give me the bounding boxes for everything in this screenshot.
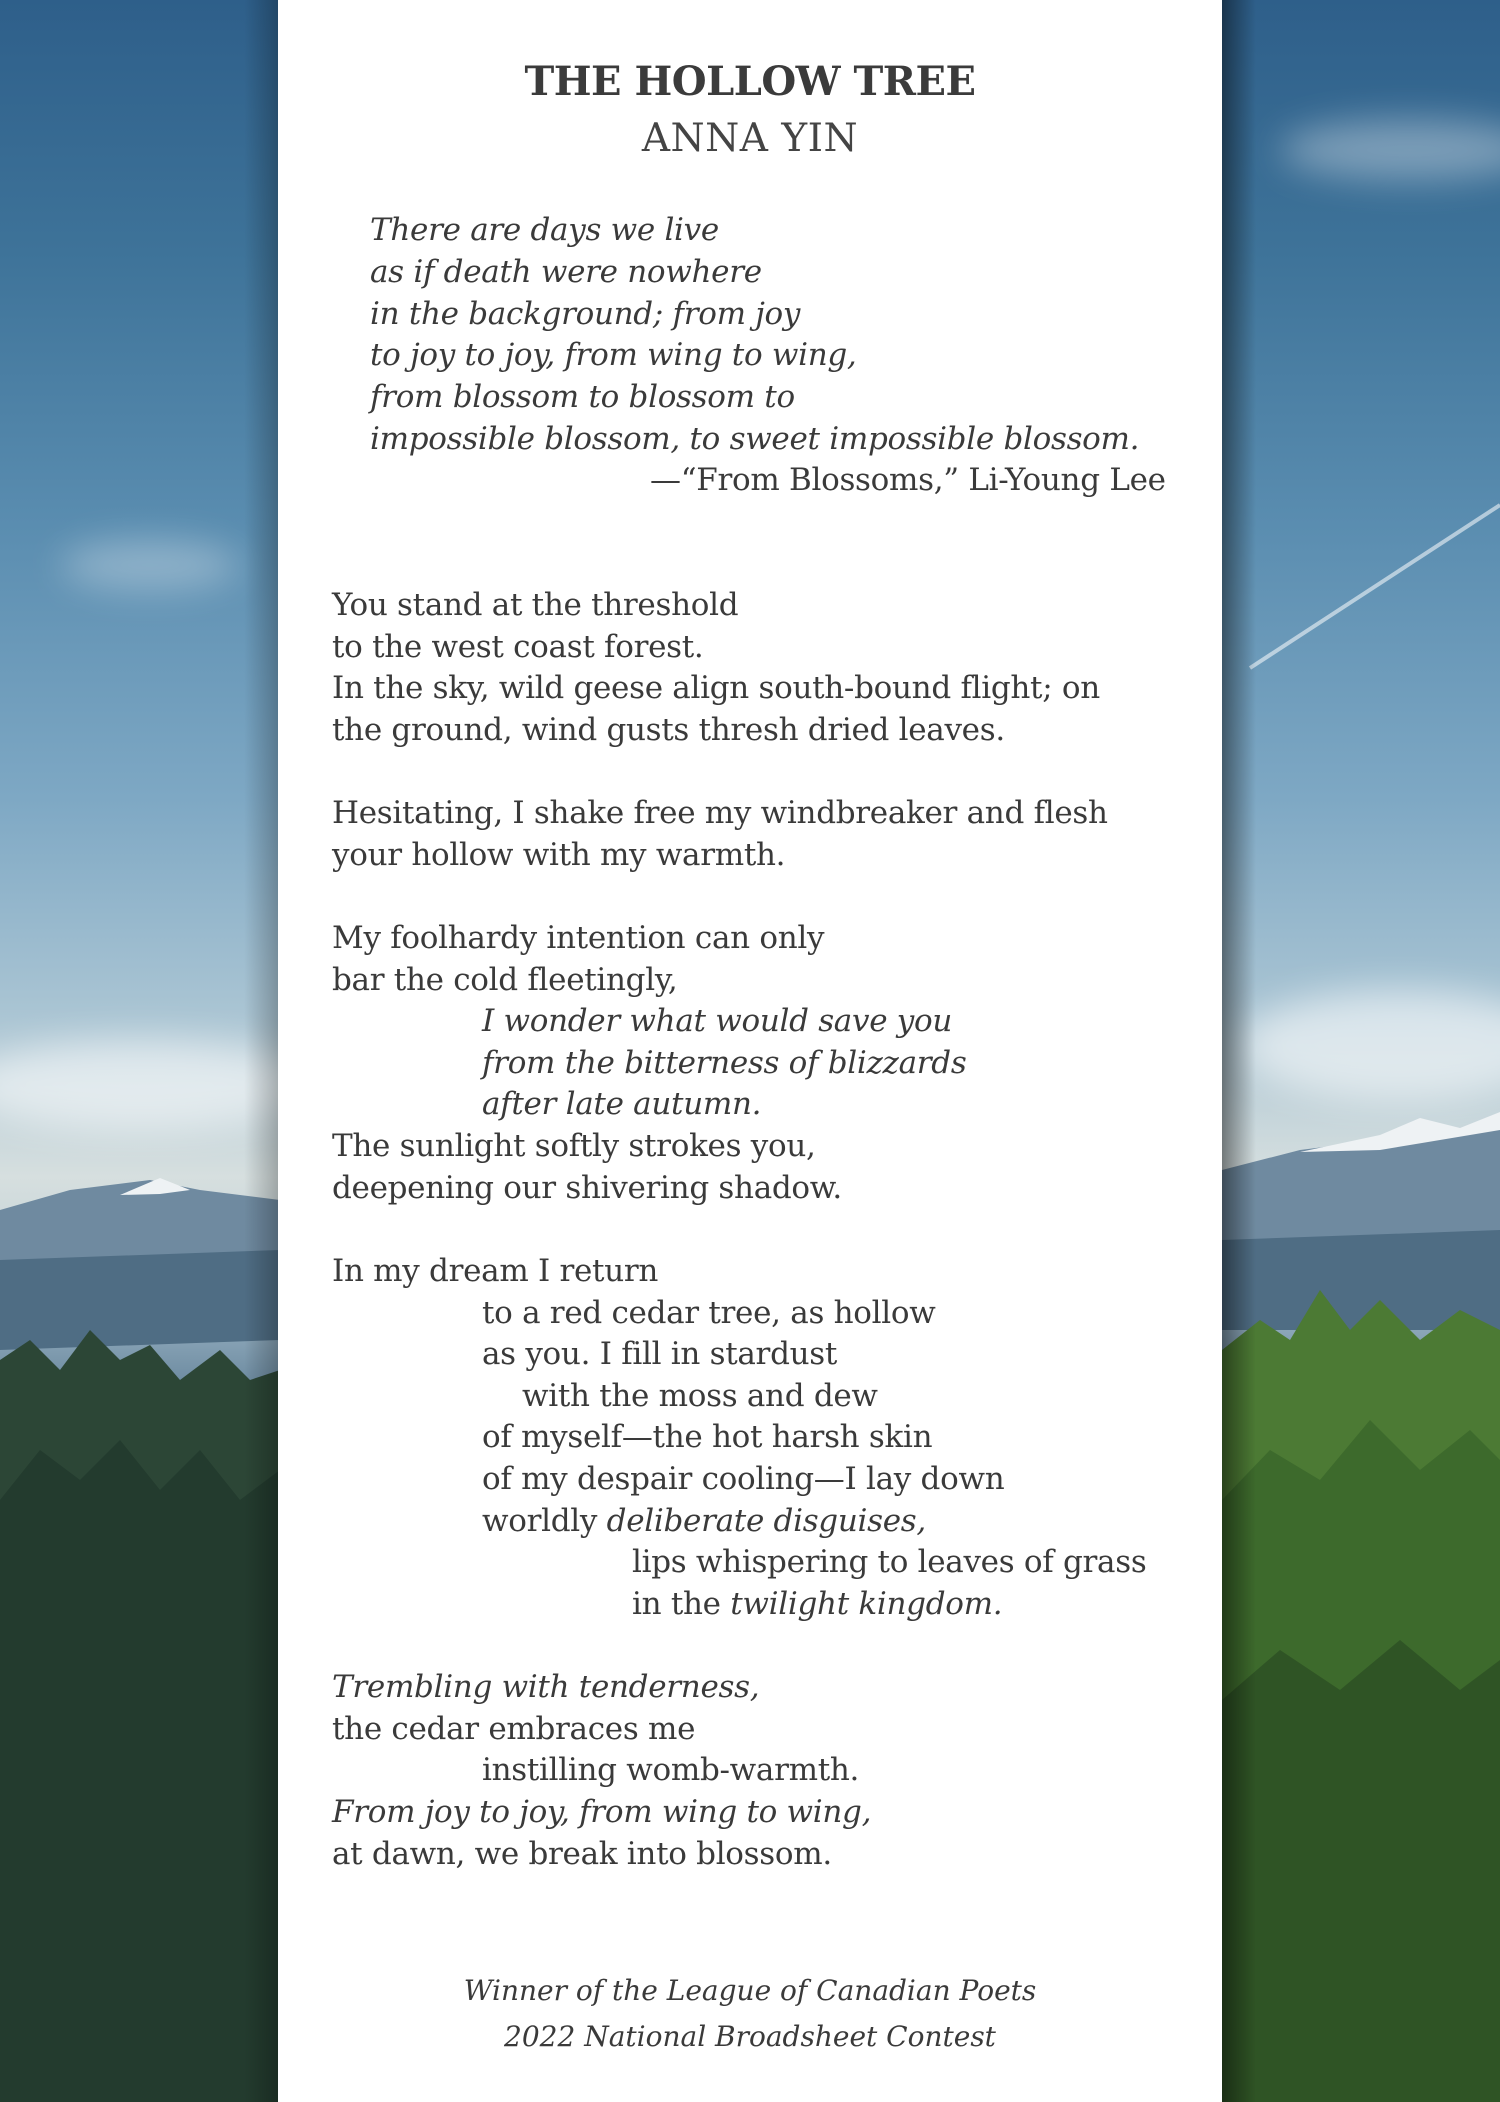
poem-line-italic: From joy to joy, from wing to wing, [332, 1794, 872, 1830]
epigraph-line: as if death were nowhere [370, 254, 762, 290]
poem-line-italic: I wonder what would save you [482, 1003, 953, 1039]
panel-shadow-left [244, 0, 278, 2102]
poem-line: to the west coast forest. [332, 629, 704, 665]
poem-line-italic: from the bitterness of blizzards [482, 1045, 967, 1081]
poem-line: In my dream I return [332, 1253, 659, 1289]
epigraph-source: —“From Blossoms,” Li-Young Lee [650, 462, 1166, 498]
poem-line: The sunlight softly strokes you, [332, 1128, 816, 1164]
poem-line: bar the cold fleetingly, [332, 962, 678, 998]
poem-title: THE HOLLOW TREE [524, 58, 976, 105]
poem-line [482, 1503, 926, 1539]
poem-line: You stand at the threshold [332, 587, 739, 623]
poem-text-italic: deliberate disguises, [606, 1503, 926, 1539]
poem-line: of my despair cooling—I lay down [482, 1461, 1005, 1497]
poem-text: in the [632, 1586, 731, 1622]
panel-shadow-right [1222, 0, 1256, 2102]
poem-line: lips whispering to leaves of grass [632, 1544, 1147, 1580]
poem-line: as you. I fill in stardust [482, 1336, 838, 1372]
poem-line: instilling womb-warmth. [482, 1752, 860, 1788]
epigraph-line: from blossom to blossom to [370, 379, 795, 415]
poem-line: the ground, wind gusts thresh dried leaves. [332, 712, 1005, 748]
poem-line: to a red cedar tree, as hollow [482, 1295, 936, 1331]
epigraph-line: There are days we live [370, 212, 719, 248]
poem-line-italic: Trembling with tenderness, [332, 1669, 760, 1705]
poem-line: at dawn, we break into blossom. [332, 1836, 832, 1872]
award-note: Winner of the League of Canadian Poets [463, 1974, 1037, 2007]
poem-text: worldly [482, 1503, 607, 1539]
poem-line [632, 1586, 1003, 1622]
poem-line: with the moss and dew [522, 1378, 878, 1414]
poem-line-italic: after late autumn. [482, 1086, 762, 1122]
poem-line: of myself—the hot harsh skin [482, 1419, 933, 1455]
epigraph-line: to joy to joy, from wing to wing, [370, 337, 857, 373]
epigraph-line: in the background; from joy [370, 296, 801, 332]
poem-line: Hesitating, I shake free my windbreaker and flesh [332, 795, 1108, 831]
poem-text-italic: twilight kingdom. [730, 1586, 1003, 1622]
poem-author: ANNA YIN [641, 116, 859, 161]
poem-line: My foolhardy intention can only [332, 920, 825, 956]
award-note: 2022 National Broadsheet Contest [504, 2020, 996, 2053]
epigraph-line: impossible blossom, to sweet impossible blossom. [370, 421, 1140, 457]
poem-line: In the sky, wild geese align south-bound flight; on [332, 670, 1100, 706]
poem-panel [278, 0, 1222, 2102]
poem-line: the cedar embraces me [332, 1711, 696, 1747]
poem-line: deepening our shivering shadow. [332, 1170, 842, 1206]
poem-line: your hollow with my warmth. [332, 837, 786, 873]
